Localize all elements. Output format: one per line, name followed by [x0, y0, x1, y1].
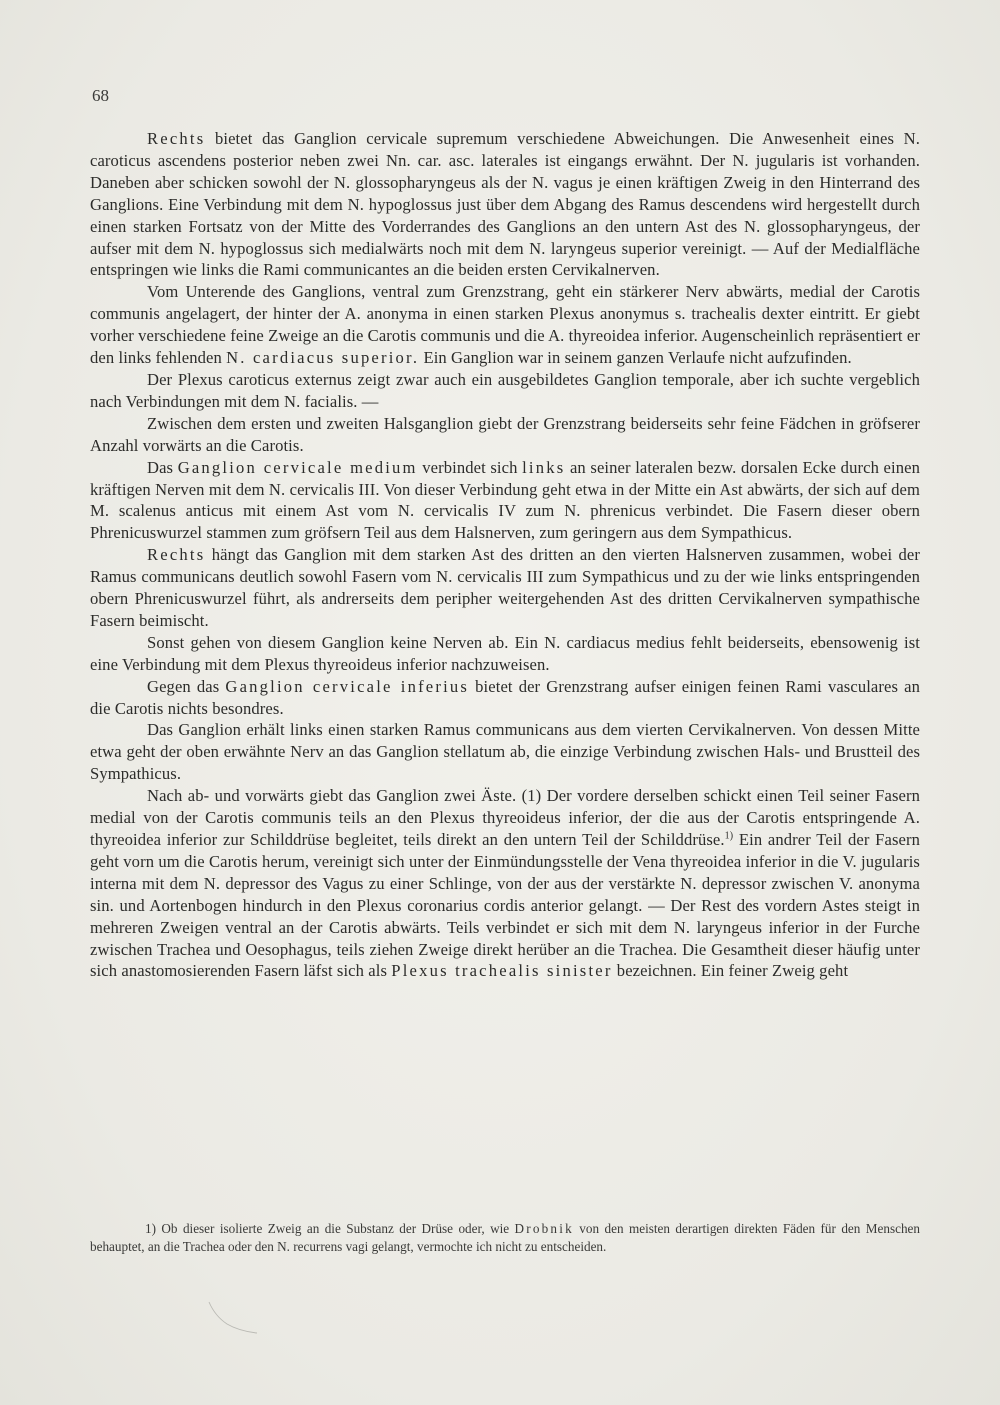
- spaced-emphasis: Ganglion cervicale inferius: [225, 676, 470, 696]
- text-run: Ein andrer Teil der Fasern geht vorn um die Carotis herum, vereinigt sich unter der Einmündungsstelle der Vena thyreoidea inferior in die V. jugularis interna mit dem N. depressor des Vagus zu einer Schlinge, von der aus der verstärkte N. depressor zwischen V. anonyma sin. und Aortenbogen hindurch in den Plexus coronarius cordis anterior gelangt. — Der Rest des vordern Astes steigt in mehreren Zweigen ventral an der Carotis abwärts. Teils verbindet er sich mit dem N. laryngeus inferior in der Furche zwischen Trachea und Oesophagus, teils ziehen Zweige direkt herüber an die Trachea. Die Gesamtheit dieser häufig unter sich anastomosierenden Fasern läfst sich als: [90, 830, 920, 981]
- spaced-emphasis: Rechts: [147, 129, 206, 148]
- text-run: verbindet sich: [417, 457, 523, 477]
- text-run: Sonst gehen von diesem Ganglion keine Nerven ab. Ein N. cardiacus medius fehlt beiderseits, ebensowenig ist eine Verbindung mit dem Plexus thyreoideus inferior nachzuweisen.: [90, 632, 920, 674]
- footnote-ref: 1): [724, 830, 734, 842]
- spaced-emphasis: links: [522, 457, 566, 477]
- text-run: bezeichnen. Ein feiner Zweig geht: [612, 961, 849, 981]
- paragraph: [90, 413, 920, 457]
- paragraph: [90, 676, 920, 720]
- text-run: Der Plexus caroticus externus zeigt zwar auch ein ausgebildetes Ganglion temporale, aber ich suchte vergeblich nach Verbindungen mit dem N. facialis. —: [90, 369, 920, 411]
- text-run: Vom Unterende des Ganglions, ventral zum Grenzstrang, geht ein stärkerer Nerv abwärts, medial der Carotis communis angelagert, der hinter der A. anonyma in einen starken Plexus anonymus s. trachealis dexter eintritt. Er giebt vorher verschiedene feine Zweige an die Carotis communis und die A. thyreoidea inferior. Augenscheinlich repräsentiert er den links fehlenden: [90, 282, 920, 368]
- paragraph: [90, 544, 920, 632]
- paragraph: [90, 369, 920, 413]
- paragraph: [90, 128, 920, 281]
- spaced-emphasis: Drobnik: [514, 1221, 574, 1236]
- spaced-emphasis: N. cardiacus superior.: [226, 348, 420, 368]
- text-run: Ein Ganglion war in seinem ganzen Verlaufe nicht aufzufinden.: [419, 348, 852, 368]
- paragraph: [90, 719, 920, 785]
- text-run: Nach ab- und vorwärts giebt das Ganglion zwei Äste. (1) Der vordere derselben schickt einen Teil seiner Fasern medial von der Carotis communis teils an den Plexus thyreoideus inferior, der die aus der Carotis entspringende A. thyreoidea inferior zur Schilddrüse begleitet, teils direkt an den untern Teil der Schilddrüse.: [90, 786, 920, 849]
- text-run: hängt das Ganglion mit dem starken Ast des dritten an den vierten Halsnerven zusammen, wobei der Ramus communicans deutlich sowohl Fasern vom N. cervicalis III zum Sympathicus und zu der wie links entspringenden obern Phrenicuswurzel führt, als andrerseits dem peripher weitergehenden Ast des dritten Cervikalnerven sympathische Fasern beimischt.: [90, 545, 920, 630]
- paragraph: [90, 457, 920, 545]
- spaced-emphasis: Rechts: [147, 545, 206, 565]
- paragraph: [90, 632, 920, 676]
- footnote: [90, 1220, 920, 1256]
- text-run: Gegen das: [147, 676, 226, 696]
- paragraph: [90, 281, 920, 369]
- text-run: Das Ganglion erhält links einen starken Ramus communicans aus dem vierten Cervikalnerven. Von dessen Mitte etwa geht der oben erwähnte Nerv an das Ganglion stellatum ab, die einzige Verbindung zwischen Hals- und Brustteil des Sympathicus.: [90, 720, 920, 784]
- paragraph: [90, 785, 920, 982]
- spaced-emphasis: Plexus trachealis sinister: [391, 961, 613, 981]
- text-run: Zwischen dem ersten und zweiten Halsganglion giebt der Grenzstrang beiderseits sehr feine Fädchen in gröfserer Anzahl vorwärts an die Carotis.: [90, 413, 920, 455]
- body-text: [90, 128, 920, 982]
- pencil-mark: [205, 1298, 265, 1336]
- text-run: 1) Ob dieser isolierte Zweig an die Substanz der Drüse oder, wie: [145, 1221, 515, 1236]
- page-number: 68: [92, 86, 109, 105]
- footnote-text: [90, 1220, 920, 1256]
- text-run: an seiner lateralen bezw. dorsalen Ecke durch einen kräftigen Nerven mit dem N. cervicalis III. Von dieser Verbindung geht etwa in der Mitte ein Ast abwärts, der sich auf dem M. scalenus anticus mit einem Ast vom N. cervicalis IV zum N. phrenicus verbindet. Die Fasern dieser obern Phrenicuswurzel stammen zum gröfsern Teil aus dem Halsnerven, zum geringern aus dem Sympathicus.: [90, 457, 920, 543]
- text-run: bietet das Ganglion cervicale supremum verschiedene Abweichungen. Die Anwesenheit eines N. caroticus ascendens posterior neben zwei Nn. car. asc. laterales ist eingangs erwähnt. Der N. jugularis ist vorhanden. Daneben aber schicken sowohl der N. glossopharyngeus als der N. vagus je einen kräftigen Zweig in den Hinterrand des Ganglions. Eine Verbindung mit dem N. hypoglossus just über dem Abgang des Ramus descendens wird hergestellt durch einen starken Fortsatz von der Mitte des Vorderrandes des Ganglions an den untern Ast des N. glossopharyngeus, der aufser mit dem N. hypoglossus sich medialwärts noch mit dem N. laryngeus superior vereinigt. — Auf der Medialfläche entspringen wie links die Rami communicantes an die beiden ersten Cervikalnerven.: [90, 129, 920, 280]
- text-run: von den meisten derartigen direkten Fäden für den Menschen behauptet, an die Trachea oder den N. recurrens vagi gelangt, vermochte ich nicht zu entscheiden.: [90, 1221, 920, 1254]
- text-run: Das: [147, 457, 178, 477]
- text-run: bietet der Grenzstrang aufser einigen feinen Rami vasculares an die Carotis nichts besondres.: [90, 676, 920, 718]
- spaced-emphasis: Ganglion cervicale medium: [177, 457, 418, 477]
